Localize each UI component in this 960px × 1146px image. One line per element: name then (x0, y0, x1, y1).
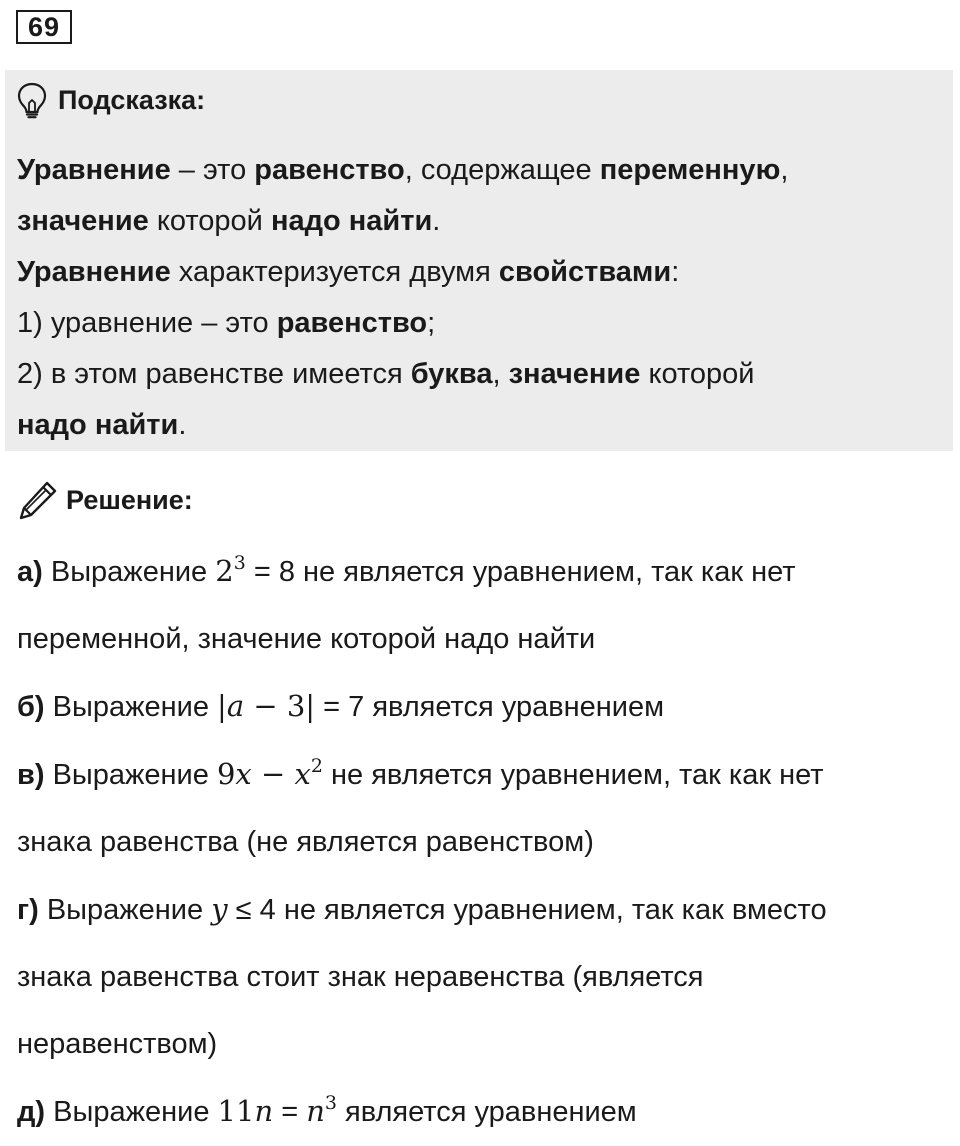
hint-line (17, 298, 947, 349)
lightbulb-icon (16, 81, 48, 119)
hint-term: Уравнение (17, 256, 171, 288)
solution-item-a: а) Выражение $2^3 = 8$ не является уравнением, так как нет (17, 552, 796, 588)
math-expression: $9x - x^2$ (216, 755, 323, 791)
math-expression: $2^3$ (215, 552, 246, 588)
item-letter: в) (17, 759, 45, 791)
item-letter: б) (17, 691, 45, 723)
hint-segment: . (432, 205, 441, 237)
hint-segment: ; (427, 307, 436, 339)
solution-item-a-cont: переменной, значение которой надо найти (17, 623, 596, 655)
math-expression: $n^3$ (306, 1092, 337, 1128)
hint-term: равенство (276, 307, 428, 339)
item-letter: д) (17, 1096, 46, 1128)
hint-segment: характеризуется двумя (170, 256, 499, 288)
hint-line (17, 247, 947, 298)
task-number: 69 (16, 10, 72, 44)
item-letter: г) (17, 894, 39, 926)
hint-line (17, 400, 947, 451)
hint-term: переменную (599, 154, 781, 186)
hint-term: значение (508, 358, 641, 390)
math-expression: 11n (217, 1094, 274, 1128)
solution-title: Решение: (66, 484, 193, 515)
hint-heading (16, 80, 205, 120)
math-expression: y (211, 892, 228, 926)
pencil-icon (16, 478, 60, 522)
hint-segment: 2) в этом равенстве имеется (17, 358, 411, 390)
hint-text (17, 145, 947, 451)
hint-segment: . (178, 409, 187, 441)
hint-line (17, 196, 947, 247)
hint-line (17, 349, 947, 400)
solution-heading (16, 480, 193, 520)
hint-segment: : (671, 256, 680, 288)
hint-segment: , (492, 358, 509, 390)
solution-body (17, 538, 952, 1146)
item-letter: а) (17, 556, 43, 588)
hint-term: надо найти (17, 409, 179, 441)
solution-item-v: в) Выражение $9x - x^2$ не является уравнением, так как нет (17, 755, 824, 791)
hint-segment: , содержащее (404, 154, 600, 186)
hint-segment: , (780, 154, 789, 186)
hint-segment: которой (148, 205, 271, 237)
math-expression: |a − 3| (217, 689, 316, 723)
solution-item-d: д) Выражение $11n = n^3$ является уравнением (17, 1092, 637, 1128)
hint-term: буква (410, 358, 493, 390)
hint-segment: которой (640, 358, 755, 390)
solution-item-g-cont: неравенством) (17, 1028, 218, 1060)
hint-term: значение (17, 205, 149, 237)
hint-segment: – это (170, 154, 255, 186)
solution-item-g-cont: знака равенства стоит знак неравенства (является (17, 961, 704, 993)
solution-item-b: б) Выражение |a − 3| = 7 является уравнением (17, 689, 665, 723)
hint-term: равенство (254, 154, 405, 186)
hint-term: надо найти (270, 205, 433, 237)
hint-line (17, 145, 947, 196)
hint-title: Подсказка: (58, 84, 206, 115)
hint-term: свойствами (498, 256, 672, 288)
solution-item-g: г) Выражение y ≤ 4 не является уравнением, так как вместо (17, 892, 827, 926)
hint-segment: 1) уравнение – это (17, 307, 277, 339)
solution-item-v-cont: знака равенства (не является равенством) (17, 826, 594, 858)
hint-term: Уравнение (17, 154, 171, 186)
